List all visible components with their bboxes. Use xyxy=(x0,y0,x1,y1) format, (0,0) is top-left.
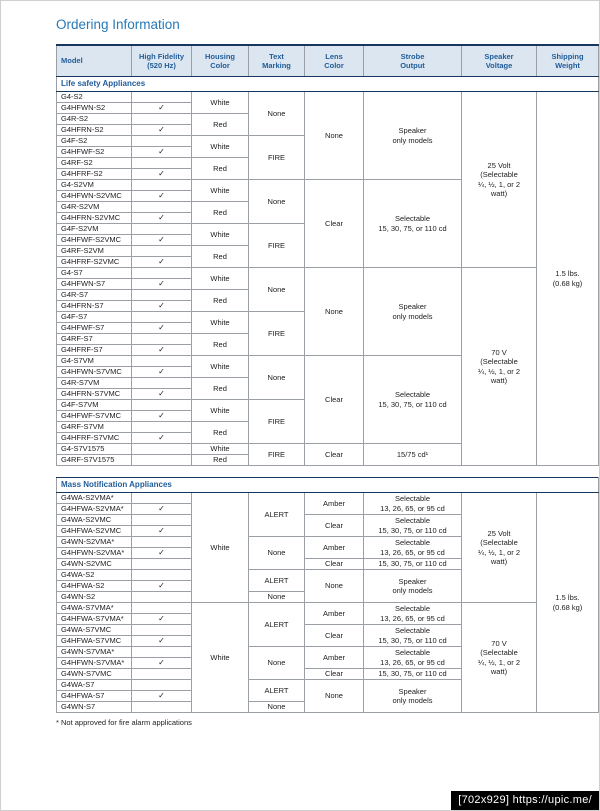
high-fidelity-empty-cell xyxy=(132,224,192,235)
table-cell: White xyxy=(192,268,249,290)
column-header-shipping-weight: Shipping Weight xyxy=(537,45,599,77)
model-cell: G4-S2 xyxy=(57,92,132,103)
model-cell: G4HFWA-S7VMA* xyxy=(57,614,132,625)
model-cell: G4HFRF-S7VMC xyxy=(57,433,132,444)
model-cell: G4WA-S2VMC xyxy=(57,515,132,526)
model-cell: G4F-S2 xyxy=(57,136,132,147)
high-fidelity-empty-cell xyxy=(132,400,192,411)
model-cell: G4WA-S2VMA* xyxy=(57,493,132,504)
table-cell: None xyxy=(305,92,364,180)
table-cell: White xyxy=(192,312,249,334)
table-cell: White xyxy=(192,92,249,114)
table-cell: Clear xyxy=(305,625,364,647)
table-cell: Clear xyxy=(305,559,364,570)
table-cell: FIRE xyxy=(249,400,305,444)
model-cell: G4WN-S2VMA* xyxy=(57,537,132,548)
table-cell: Amber xyxy=(305,537,364,559)
table-cell: 70 V (Selectable ¼, ½, 1, or 2 watt) xyxy=(462,603,537,713)
model-cell: G4HFWA-S7 xyxy=(57,691,132,702)
table-cell: Red xyxy=(192,334,249,356)
table-cell: Amber xyxy=(305,647,364,669)
model-cell: G4HFRN-S2 xyxy=(57,125,132,136)
high-fidelity-checkmark: ✓ xyxy=(132,125,192,136)
model-cell: G4F-S2VM xyxy=(57,224,132,235)
table-cell: White xyxy=(192,356,249,378)
model-cell: G4-S7V1575 xyxy=(57,444,132,455)
high-fidelity-empty-cell xyxy=(132,290,192,301)
high-fidelity-checkmark: ✓ xyxy=(132,323,192,334)
high-fidelity-checkmark: ✓ xyxy=(132,301,192,312)
high-fidelity-checkmark: ✓ xyxy=(132,103,192,114)
table-cell: Amber xyxy=(305,603,364,625)
high-fidelity-checkmark: ✓ xyxy=(132,614,192,625)
table-cell: 15/75 cd¹ xyxy=(364,444,462,466)
model-cell: G4RF-S2VM xyxy=(57,246,132,257)
model-cell: G4RF-S7 xyxy=(57,334,132,345)
model-cell: G4HFRN-S7VMC xyxy=(57,389,132,400)
high-fidelity-empty-cell xyxy=(132,455,192,466)
table-row xyxy=(57,92,599,103)
high-fidelity-checkmark: ✓ xyxy=(132,411,192,422)
table-cell: Red xyxy=(192,114,249,136)
model-cell: G4RF-S7VM xyxy=(57,422,132,433)
table-cell: None xyxy=(249,180,305,224)
high-fidelity-empty-cell xyxy=(132,515,192,526)
model-cell: G4RF-S7V1575 xyxy=(57,455,132,466)
table-cell: Red xyxy=(192,202,249,224)
table-cell: White xyxy=(192,603,249,713)
model-cell: G4HFWF-S2VMC xyxy=(57,235,132,246)
model-cell: G4F-S7 xyxy=(57,312,132,323)
table-cell: Amber xyxy=(305,493,364,515)
table-cell: Clear xyxy=(305,515,364,537)
high-fidelity-checkmark: ✓ xyxy=(132,658,192,669)
high-fidelity-checkmark: ✓ xyxy=(132,548,192,559)
model-cell: G4R-S7 xyxy=(57,290,132,301)
table-cell: 1.5 lbs. (0.68 kg) xyxy=(537,493,599,713)
high-fidelity-checkmark: ✓ xyxy=(132,526,192,537)
model-cell: G4HFRF-S2 xyxy=(57,169,132,180)
high-fidelity-empty-cell xyxy=(132,702,192,713)
high-fidelity-empty-cell xyxy=(132,180,192,191)
high-fidelity-empty-cell xyxy=(132,603,192,614)
table-cell: Speaker only models xyxy=(364,570,462,603)
high-fidelity-empty-cell xyxy=(132,114,192,125)
table-cell: ALERT xyxy=(249,680,305,702)
table-row xyxy=(57,268,599,279)
table-cell: Red xyxy=(192,378,249,400)
ordering-table xyxy=(56,44,599,713)
footnote: * Not approved for fire alarm applications xyxy=(56,718,192,727)
table-cell: Selectable 13, 26, 65, or 95 cd xyxy=(364,537,462,559)
table-header-row xyxy=(57,45,599,77)
high-fidelity-empty-cell xyxy=(132,669,192,680)
table-cell: 15, 30, 75, or 110 cd xyxy=(364,559,462,570)
table-cell: Red xyxy=(192,158,249,180)
table-cell: None xyxy=(249,268,305,312)
model-cell: G4HFWN-S2VMA* xyxy=(57,548,132,559)
high-fidelity-empty-cell xyxy=(132,334,192,345)
table-cell: Selectable 15, 30, 75, or 110 cd xyxy=(364,356,462,444)
high-fidelity-empty-cell xyxy=(132,356,192,367)
column-header-model: Model xyxy=(57,45,132,77)
model-cell: G4HFWA-S2VMA* xyxy=(57,504,132,515)
high-fidelity-empty-cell xyxy=(132,680,192,691)
high-fidelity-checkmark: ✓ xyxy=(132,504,192,515)
column-header-lens-color: Lens Color xyxy=(305,45,364,77)
table-cell: Red xyxy=(192,455,249,466)
model-cell: G4R-S7VM xyxy=(57,378,132,389)
table-cell: 25 Volt (Selectable ¼, ½, 1, or 2 watt) xyxy=(462,92,537,268)
high-fidelity-empty-cell xyxy=(132,378,192,389)
high-fidelity-empty-cell xyxy=(132,92,192,103)
table-cell: None xyxy=(249,702,305,713)
model-cell: G4-S7 xyxy=(57,268,132,279)
high-fidelity-empty-cell xyxy=(132,312,192,323)
high-fidelity-empty-cell xyxy=(132,625,192,636)
section-header-row xyxy=(57,478,599,493)
model-cell: G4HFWF-S7 xyxy=(57,323,132,334)
table-cell: Selectable 15, 30, 75, or 110 cd xyxy=(364,180,462,268)
model-cell: G4HFWF-S7VMC xyxy=(57,411,132,422)
table-cell: None xyxy=(305,570,364,603)
table-cell: White xyxy=(192,224,249,246)
table-cell: Selectable 13, 26, 65, or 95 cd xyxy=(364,603,462,625)
model-cell: G4WA-S7VMA* xyxy=(57,603,132,614)
column-header-high-fidelity: High Fidelity (520 Hz) xyxy=(132,45,192,77)
table-cell: FIRE xyxy=(249,444,305,466)
table-cell: ALERT xyxy=(249,603,305,647)
high-fidelity-checkmark: ✓ xyxy=(132,367,192,378)
table-cell: White xyxy=(192,136,249,158)
high-fidelity-empty-cell xyxy=(132,444,192,455)
high-fidelity-empty-cell xyxy=(132,136,192,147)
model-cell: G4HFRF-S2VMC xyxy=(57,257,132,268)
model-cell: G4HFRF-S7 xyxy=(57,345,132,356)
model-cell: G4HFWA-S2VMC xyxy=(57,526,132,537)
column-header-housing-color: Housing Color xyxy=(192,45,249,77)
model-cell: G4-S7VM xyxy=(57,356,132,367)
high-fidelity-checkmark: ✓ xyxy=(132,235,192,246)
model-cell: G4HFWF-S2 xyxy=(57,147,132,158)
table-cell: 70 V (Selectable ¼, ½, 1, or 2 watt) xyxy=(462,268,537,466)
high-fidelity-checkmark: ✓ xyxy=(132,691,192,702)
table-cell: White xyxy=(192,400,249,422)
high-fidelity-empty-cell xyxy=(132,246,192,257)
model-cell: G4WN-S7 xyxy=(57,702,132,713)
table-cell: Selectable 15, 30, 75, or 110 cd xyxy=(364,515,462,537)
model-cell: G4WN-S2VMC xyxy=(57,559,132,570)
high-fidelity-empty-cell xyxy=(132,158,192,169)
table-row xyxy=(57,603,599,614)
table-cell: Clear xyxy=(305,669,364,680)
high-fidelity-checkmark: ✓ xyxy=(132,636,192,647)
high-fidelity-checkmark: ✓ xyxy=(132,257,192,268)
table-cell: ALERT xyxy=(249,493,305,537)
model-cell: G4HFWN-S7 xyxy=(57,279,132,290)
high-fidelity-checkmark: ✓ xyxy=(132,191,192,202)
model-cell: G4WN-S7VMC xyxy=(57,669,132,680)
table-cell: White xyxy=(192,180,249,202)
model-cell: G4WN-S7VMA* xyxy=(57,647,132,658)
column-header-text-marking: Text Marking xyxy=(249,45,305,77)
high-fidelity-checkmark: ✓ xyxy=(132,279,192,290)
table-cell: None xyxy=(249,92,305,136)
model-cell: G4RF-S2 xyxy=(57,158,132,169)
table-cell: White xyxy=(192,444,249,455)
model-cell: G4R-S2 xyxy=(57,114,132,125)
column-header-strobe-output: Strobe Output xyxy=(364,45,462,77)
high-fidelity-empty-cell xyxy=(132,647,192,658)
table-cell: None xyxy=(249,537,305,570)
model-cell: G4HFRN-S2VMC xyxy=(57,213,132,224)
table-cell: Selectable 13, 26, 65, or 95 cd xyxy=(364,493,462,515)
table-row xyxy=(57,493,599,504)
table-cell: Speaker only models xyxy=(364,92,462,180)
table-cell: Clear xyxy=(305,356,364,444)
table-cell: Speaker only models xyxy=(364,680,462,713)
watermark-badge: [702x929] https://upic.me/ xyxy=(451,791,599,810)
table-cell: FIRE xyxy=(249,224,305,268)
table-cell: None xyxy=(249,356,305,400)
high-fidelity-checkmark: ✓ xyxy=(132,345,192,356)
table-cell: Speaker only models xyxy=(364,268,462,356)
section-gap xyxy=(57,466,599,478)
table-cell: 1.5 lbs. (0.68 kg) xyxy=(537,92,599,466)
high-fidelity-checkmark: ✓ xyxy=(132,433,192,444)
model-cell: G4HFWN-S2VMC xyxy=(57,191,132,202)
section-label: Mass Notification Appliances xyxy=(57,478,599,493)
table-cell: FIRE xyxy=(249,312,305,356)
column-header-speaker-voltage: Speaker Voltage xyxy=(462,45,537,77)
table-cell: Selectable 15, 30, 75, or 110 cd xyxy=(364,625,462,647)
high-fidelity-empty-cell xyxy=(132,493,192,504)
table-cell: Red xyxy=(192,290,249,312)
high-fidelity-checkmark: ✓ xyxy=(132,169,192,180)
table-cell: 15, 30, 75, or 110 cd xyxy=(364,669,462,680)
high-fidelity-empty-cell xyxy=(132,570,192,581)
high-fidelity-checkmark: ✓ xyxy=(132,581,192,592)
high-fidelity-checkmark: ✓ xyxy=(132,389,192,400)
model-cell: G4R-S2VM xyxy=(57,202,132,213)
table-cell: ALERT xyxy=(249,570,305,592)
table-cell: Clear xyxy=(305,444,364,466)
ordering-information-section xyxy=(56,17,598,727)
table-cell: Red xyxy=(192,246,249,268)
table-cell: FIRE xyxy=(249,136,305,180)
high-fidelity-checkmark: ✓ xyxy=(132,213,192,224)
page-title: Ordering Information xyxy=(56,17,180,32)
high-fidelity-empty-cell xyxy=(132,592,192,603)
high-fidelity-empty-cell xyxy=(132,268,192,279)
high-fidelity-checkmark: ✓ xyxy=(132,147,192,158)
table-cell: Clear xyxy=(305,180,364,268)
section-header-row xyxy=(57,77,599,92)
table-cell: None xyxy=(249,647,305,680)
high-fidelity-empty-cell xyxy=(132,422,192,433)
model-cell: G4-S2VM xyxy=(57,180,132,191)
table-cell: None xyxy=(305,268,364,356)
model-cell: G4HFWN-S7VMA* xyxy=(57,658,132,669)
model-cell: G4HFWN-S2 xyxy=(57,103,132,114)
table-body xyxy=(57,77,599,713)
table-cell: Selectable 13, 26, 65, or 95 cd xyxy=(364,647,462,669)
table-cell: 25 Volt (Selectable ¼, ½, 1, or 2 watt) xyxy=(462,493,537,603)
model-cell: G4WN-S2 xyxy=(57,592,132,603)
model-cell: G4HFWA-S2 xyxy=(57,581,132,592)
section-label: Life safety Appliances xyxy=(57,77,599,92)
model-cell: G4HFWA-S7VMC xyxy=(57,636,132,647)
model-cell: G4WA-S7 xyxy=(57,680,132,691)
table-cell: Red xyxy=(192,422,249,444)
table-cell: White xyxy=(192,493,249,603)
model-cell: G4WA-S7VMC xyxy=(57,625,132,636)
table-cell: None xyxy=(249,592,305,603)
model-cell: G4F-S7VM xyxy=(57,400,132,411)
model-cell: G4WA-S2 xyxy=(57,570,132,581)
high-fidelity-empty-cell xyxy=(132,202,192,213)
model-cell: G4HFRN-S7 xyxy=(57,301,132,312)
high-fidelity-empty-cell xyxy=(132,559,192,570)
high-fidelity-empty-cell xyxy=(132,537,192,548)
model-cell: G4HFWN-S7VMC xyxy=(57,367,132,378)
table-cell: None xyxy=(305,680,364,713)
